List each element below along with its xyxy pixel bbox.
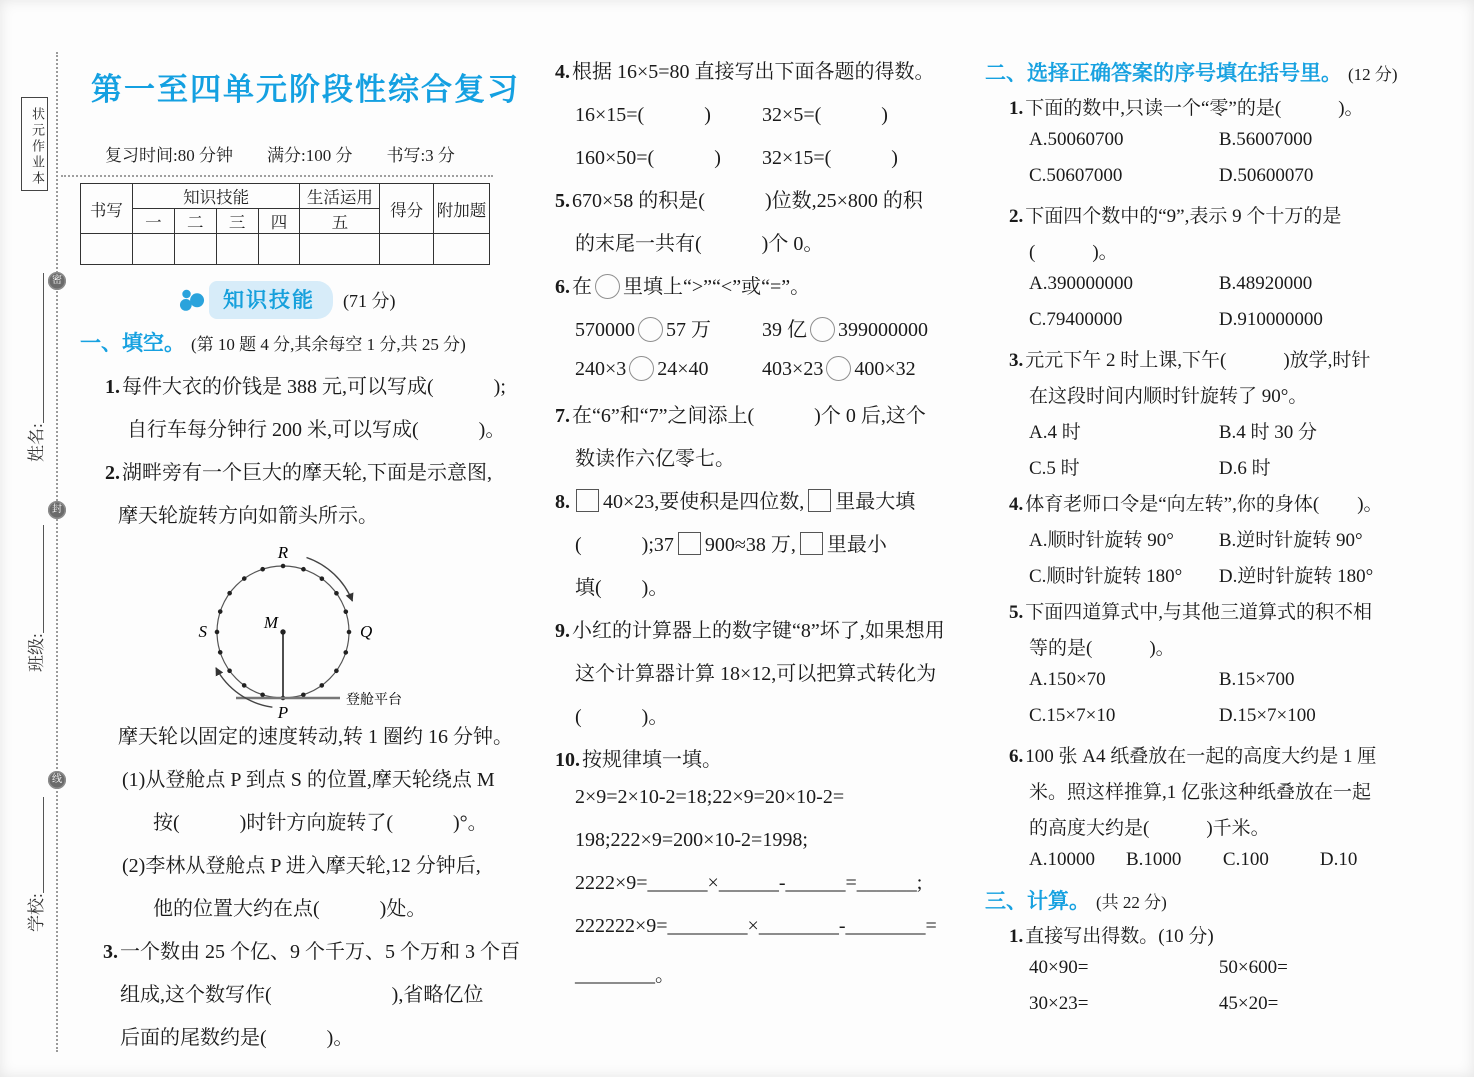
question-number: 1. bbox=[1009, 98, 1024, 119]
line-text: 小红的计算器上的数字键“8”坏了,如果想用 bbox=[572, 620, 945, 642]
line-text: 数读作六亿零七。 bbox=[575, 448, 735, 470]
label-Q: Q bbox=[360, 622, 373, 641]
text-line bbox=[122, 849, 530, 892]
ferris-wheel-diagram bbox=[133, 544, 445, 720]
text-line bbox=[118, 499, 530, 542]
line-text: 在“6”和“7”之间添上( )个 0 后,这个 bbox=[572, 405, 926, 427]
line-column: 39 亿 399000000 bbox=[762, 319, 929, 341]
line-column: C.100 bbox=[1222, 849, 1269, 870]
question-line bbox=[1009, 201, 1433, 237]
question-line bbox=[555, 485, 973, 528]
score-col-bonus: 附加题 bbox=[434, 184, 490, 234]
line-text: 2222×9=______×______-______=______; bbox=[575, 872, 923, 894]
line-column: 45×20= bbox=[1218, 993, 1279, 1014]
line-column: A.顺时针旋转 90° bbox=[1029, 530, 1174, 551]
line-text: 的高度大约是( )千米。 bbox=[1029, 818, 1270, 839]
line-text: 根据 16×5=80 直接写出下面各题的得数。 bbox=[572, 61, 935, 83]
exam-info-line: 复习时间:80 分钟 满分:100 分 书写:3 分 bbox=[105, 146, 455, 165]
line-text: 在这段时间内顺时针旋转了 90°。 bbox=[1029, 386, 1308, 407]
line-column: 40×90= bbox=[1029, 957, 1089, 978]
line-column: A.390000000 bbox=[1029, 273, 1133, 294]
question-number: 5. bbox=[1009, 602, 1024, 623]
line-text: 自行车每分钟行 200 米,可以写成( )。 bbox=[127, 419, 506, 441]
line-column: B.48920000 bbox=[1218, 273, 1313, 294]
left-column bbox=[75, 0, 530, 1077]
line-column: 570000 57 万 bbox=[575, 319, 711, 341]
score-cell-empty[interactable] bbox=[216, 234, 258, 265]
question-number: 6. bbox=[555, 276, 570, 298]
score-sub-1: 一 bbox=[132, 209, 174, 234]
text-line bbox=[575, 829, 973, 872]
question-number: 8. bbox=[555, 491, 570, 513]
line-column: 403×23 400×32 bbox=[762, 358, 916, 380]
text-line bbox=[1029, 849, 1433, 885]
text-line bbox=[1029, 381, 1433, 417]
line-column: 160×50=( ) bbox=[575, 147, 721, 169]
question-number: 6. bbox=[1009, 746, 1024, 767]
line-column: A.4 时 bbox=[1029, 422, 1081, 443]
knowledge-badge-label: 知识技能 bbox=[209, 281, 333, 319]
text-line bbox=[1029, 705, 1433, 741]
text-line bbox=[1029, 417, 1433, 453]
text-line bbox=[1029, 237, 1433, 273]
question-line bbox=[1009, 489, 1433, 525]
line-text: 填( )。 bbox=[575, 577, 669, 599]
section-knowledge-badge bbox=[179, 281, 396, 319]
text-line bbox=[1029, 561, 1433, 597]
square-blank[interactable] bbox=[800, 532, 823, 555]
text-line bbox=[575, 958, 973, 1001]
line-column: C.79400000 bbox=[1029, 309, 1123, 330]
line-text: 这个计算器计算 18×12,可以把算式转化为 bbox=[575, 663, 937, 685]
score-sub-4: 四 bbox=[258, 209, 300, 234]
text-line bbox=[1029, 633, 1433, 669]
text-line bbox=[575, 571, 973, 614]
line-column: C.50607000 bbox=[1029, 165, 1123, 186]
question-number: 9. bbox=[555, 620, 570, 642]
question-number: 4. bbox=[1009, 494, 1024, 515]
question-number: 1. bbox=[1009, 926, 1024, 947]
school-field[interactable] bbox=[22, 797, 47, 932]
question-number: 3. bbox=[1009, 350, 1024, 371]
question-line bbox=[1009, 345, 1433, 381]
line-column: A.50060700 bbox=[1029, 129, 1124, 150]
section-heading-label: 一、填空。 bbox=[80, 332, 185, 355]
question-number: 2. bbox=[105, 462, 120, 484]
text-line bbox=[127, 413, 530, 456]
text-line bbox=[575, 528, 973, 571]
question-line bbox=[103, 935, 530, 978]
question-line bbox=[555, 399, 973, 442]
seal-badge-feng: 封 bbox=[48, 501, 66, 519]
line-text: (共 22 分) bbox=[1096, 893, 1167, 912]
rotation-arrow-top bbox=[307, 558, 353, 602]
score-cell-empty[interactable] bbox=[434, 234, 490, 265]
question-number: 5. bbox=[555, 190, 570, 212]
line-column: B.逆时针旋转 90° bbox=[1218, 530, 1363, 551]
line-text: 等的是( )。 bbox=[1029, 638, 1175, 659]
question-line bbox=[555, 184, 973, 227]
line-column: C.顺时针旋转 180° bbox=[1029, 566, 1183, 587]
line-text: 198;222×9=200×10-2=1998; bbox=[575, 829, 808, 851]
line-column: C.15×7×10 bbox=[1029, 705, 1116, 726]
text-line bbox=[1029, 813, 1433, 849]
line-text: 222222×9=________×________-________= bbox=[575, 915, 937, 937]
left-column-lines bbox=[75, 327, 530, 1064]
line-column: C.5 时 bbox=[1029, 458, 1080, 479]
line-text: 下面四道算式中,与其他三道算式的积不相 bbox=[1025, 602, 1373, 623]
line-text: 在 里填上“>”“<”或“=”。 bbox=[572, 276, 811, 298]
text-line bbox=[1029, 273, 1433, 309]
text-line bbox=[575, 786, 973, 829]
section-heading bbox=[985, 57, 1433, 93]
circle-blank[interactable] bbox=[595, 274, 620, 299]
name-field[interactable] bbox=[22, 273, 47, 462]
line-column: 30×23= bbox=[1029, 993, 1089, 1014]
page-title: 第一至四单元阶段性综合复习 bbox=[91, 72, 520, 107]
score-col-handwriting: 书写 bbox=[81, 184, 133, 234]
seal-dotted-line bbox=[56, 52, 58, 1052]
question-line bbox=[1009, 741, 1433, 777]
square-blank[interactable] bbox=[576, 489, 599, 512]
score-col-score: 得分 bbox=[380, 184, 434, 234]
question-line bbox=[555, 614, 973, 657]
text-line bbox=[120, 978, 530, 1021]
line-text: 每件大衣的价钱是 388 元,可以写成( ); bbox=[122, 376, 506, 398]
line-text: 下面四个数中的“9”,表示 9 个十万的是 bbox=[1025, 206, 1342, 227]
text-line bbox=[1029, 777, 1433, 813]
line-text: ( )。 bbox=[1029, 242, 1118, 263]
text-line bbox=[1029, 309, 1433, 345]
line-column: D.逆时针旋转 180° bbox=[1218, 566, 1374, 587]
line-text: 按规律填一填。 bbox=[582, 749, 722, 771]
text-line bbox=[1029, 453, 1433, 489]
class-field-blank[interactable] bbox=[30, 525, 44, 633]
line-text: 下面的数中,只读一个“零”的是( )。 bbox=[1025, 98, 1364, 119]
text-line bbox=[575, 313, 973, 356]
label-S: S bbox=[198, 622, 207, 641]
score-cell-empty[interactable] bbox=[380, 234, 434, 265]
question-number: 3. bbox=[103, 941, 118, 963]
platform-label: 登舱平台 bbox=[346, 693, 402, 708]
question-line bbox=[105, 456, 530, 499]
line-column: B.4 时 30 分 bbox=[1218, 422, 1318, 443]
section-heading bbox=[985, 885, 1433, 921]
school-field-label: 学校: bbox=[27, 893, 46, 932]
text-line bbox=[1029, 669, 1433, 705]
line-text: 湖畔旁有一个巨大的摩天轮,下面是示意图, bbox=[122, 462, 492, 484]
class-field[interactable] bbox=[22, 525, 47, 672]
question-line bbox=[555, 55, 973, 98]
middle-column-lines bbox=[555, 55, 973, 1001]
line-column: 16×15=( ) bbox=[575, 104, 711, 126]
square-blank[interactable] bbox=[678, 532, 701, 555]
line-column: D.910000000 bbox=[1218, 309, 1323, 330]
question-line bbox=[1009, 597, 1433, 633]
text-line bbox=[153, 892, 530, 935]
line-text: 组成,这个数写作( ),省略亿位 bbox=[120, 984, 484, 1006]
line-text: 体育老师口令是“向左转”,你的身体( )。 bbox=[1025, 494, 1383, 515]
square-blank[interactable] bbox=[808, 489, 831, 512]
line-column: D.10 bbox=[1319, 849, 1358, 870]
line-text: (第 10 题 4 分,其余每空 1 分,共 25 分) bbox=[191, 335, 466, 354]
text-line bbox=[1029, 993, 1433, 1029]
text-line bbox=[575, 872, 973, 915]
text-line bbox=[575, 141, 973, 184]
label-M: M bbox=[263, 613, 278, 632]
score-cell-empty[interactable] bbox=[132, 234, 174, 265]
section-heading-label: 三、计算。 bbox=[985, 890, 1090, 913]
score-sub-2: 二 bbox=[174, 209, 216, 234]
name-field-blank[interactable] bbox=[30, 273, 44, 423]
line-column: B.56007000 bbox=[1218, 129, 1313, 150]
line-text: 元元下午 2 时上课,下午( )放学,时针 bbox=[1025, 350, 1371, 371]
question-number: 4. bbox=[555, 61, 570, 83]
score-cell-empty[interactable] bbox=[300, 234, 380, 265]
text-line bbox=[153, 806, 530, 849]
line-text: ________。 bbox=[575, 964, 675, 986]
line-text: 的末尾一共有( )个 0。 bbox=[575, 233, 824, 255]
score-col-knowledge: 知识技能 bbox=[132, 184, 300, 209]
knowledge-badge-score: (71 分) bbox=[343, 291, 396, 311]
score-table bbox=[80, 183, 490, 265]
line-column: D.6 时 bbox=[1218, 458, 1271, 479]
question-line bbox=[1009, 93, 1433, 129]
line-text: 摩天轮旋转方向如箭头所示。 bbox=[118, 505, 378, 527]
seal-badge-xian: 线 bbox=[48, 771, 66, 789]
line-text: 直接写出得数。(10 分) bbox=[1025, 926, 1214, 947]
clover-dots-icon bbox=[179, 287, 205, 313]
label-R: R bbox=[277, 543, 289, 562]
seal-badge-mi: 密 bbox=[48, 272, 66, 290]
line-column: B.1000 bbox=[1125, 849, 1182, 870]
score-sub-3: 三 bbox=[216, 209, 258, 234]
line-text: 按( )时针方向旋转了( )°。 bbox=[153, 812, 488, 834]
question-line bbox=[105, 370, 530, 413]
score-cell-empty[interactable] bbox=[81, 234, 133, 265]
section-heading bbox=[80, 327, 530, 370]
text-line bbox=[575, 657, 973, 700]
text-line bbox=[1029, 957, 1433, 993]
name-field-label: 姓名: bbox=[27, 423, 46, 462]
line-column: A.10000 bbox=[1029, 849, 1095, 870]
text-line bbox=[122, 763, 530, 806]
line-column: 50×600= bbox=[1218, 957, 1288, 978]
question-line bbox=[555, 270, 973, 313]
question-number: 1. bbox=[105, 376, 120, 398]
line-column: D.15×7×100 bbox=[1218, 705, 1316, 726]
score-cell-empty[interactable] bbox=[174, 234, 216, 265]
line-text: ( )。 bbox=[575, 706, 669, 728]
circle-blank[interactable] bbox=[810, 317, 835, 342]
circle-blank[interactable] bbox=[638, 317, 663, 342]
text-line bbox=[120, 1021, 530, 1064]
line-text: 他的位置大约在点( )处。 bbox=[153, 898, 427, 920]
line-column: D.50600070 bbox=[1218, 165, 1314, 186]
text-line bbox=[575, 442, 973, 485]
text-line bbox=[575, 227, 973, 270]
question-line bbox=[1009, 921, 1433, 957]
text-line bbox=[118, 720, 530, 763]
line-text: (12 分) bbox=[1348, 65, 1398, 84]
line-text: ( );37 900≈38 万, 里最小 bbox=[575, 534, 887, 556]
school-field-blank[interactable] bbox=[30, 797, 44, 893]
text-line bbox=[575, 98, 973, 141]
text-line bbox=[575, 915, 973, 958]
class-field-label: 班级: bbox=[27, 633, 46, 672]
score-sub-5: 五 bbox=[300, 209, 380, 234]
line-text: 100 张 A4 纸叠放在一起的高度大约是 1 厘 bbox=[1025, 746, 1377, 767]
line-text: 米。照这样推算,1 亿张这种纸叠放在一起 bbox=[1029, 782, 1372, 803]
label-P: P bbox=[277, 703, 289, 722]
question-number: 7. bbox=[555, 405, 570, 427]
text-line bbox=[1029, 525, 1433, 561]
line-column: A.150×70 bbox=[1029, 669, 1106, 690]
line-column: 32×5=( ) bbox=[762, 104, 888, 126]
question-line bbox=[555, 743, 973, 786]
line-text: (1)从登舱点 P 到点 S 的位置,摩天轮绕点 M bbox=[122, 769, 495, 791]
line-column: 240×3 24×40 bbox=[575, 358, 709, 380]
score-col-life: 生活运用 bbox=[300, 184, 380, 209]
line-column: 32×15=( ) bbox=[762, 147, 898, 169]
question-number: 2. bbox=[1009, 206, 1024, 227]
workbook-label: 状元作业本 bbox=[21, 97, 48, 191]
right-column-lines bbox=[985, 57, 1433, 1029]
text-line bbox=[1029, 129, 1433, 165]
circle-blank[interactable] bbox=[629, 356, 654, 381]
line-text: (2)李林从登舱点 P 进入摩天轮,12 分钟后, bbox=[122, 855, 481, 877]
dotted-divider bbox=[61, 175, 493, 177]
text-line bbox=[575, 356, 973, 399]
text-line bbox=[1029, 165, 1433, 201]
line-text: 40×23,要使积是四位数, 里最大填 bbox=[572, 491, 915, 513]
question-number: 10. bbox=[555, 749, 580, 771]
line-text: 670×58 的积是( )位数,25×800 的积 bbox=[572, 190, 923, 212]
line-text: 后面的尾数约是( )。 bbox=[120, 1027, 354, 1049]
score-cell-empty[interactable] bbox=[258, 234, 300, 265]
circle-blank[interactable] bbox=[826, 356, 851, 381]
section-heading-label: 二、选择正确答案的序号填在括号里。 bbox=[985, 62, 1342, 85]
line-text: 一个数由 25 个亿、9 个千万、5 个万和 3 个百 bbox=[120, 941, 520, 963]
line-text: 摩天轮以固定的速度转动,转 1 圈约 16 分钟。 bbox=[118, 726, 513, 748]
line-column: B.15×700 bbox=[1218, 669, 1295, 690]
text-line bbox=[575, 700, 973, 743]
line-text: 2×9=2×10-2=18;22×9=20×10-2= bbox=[575, 786, 845, 808]
